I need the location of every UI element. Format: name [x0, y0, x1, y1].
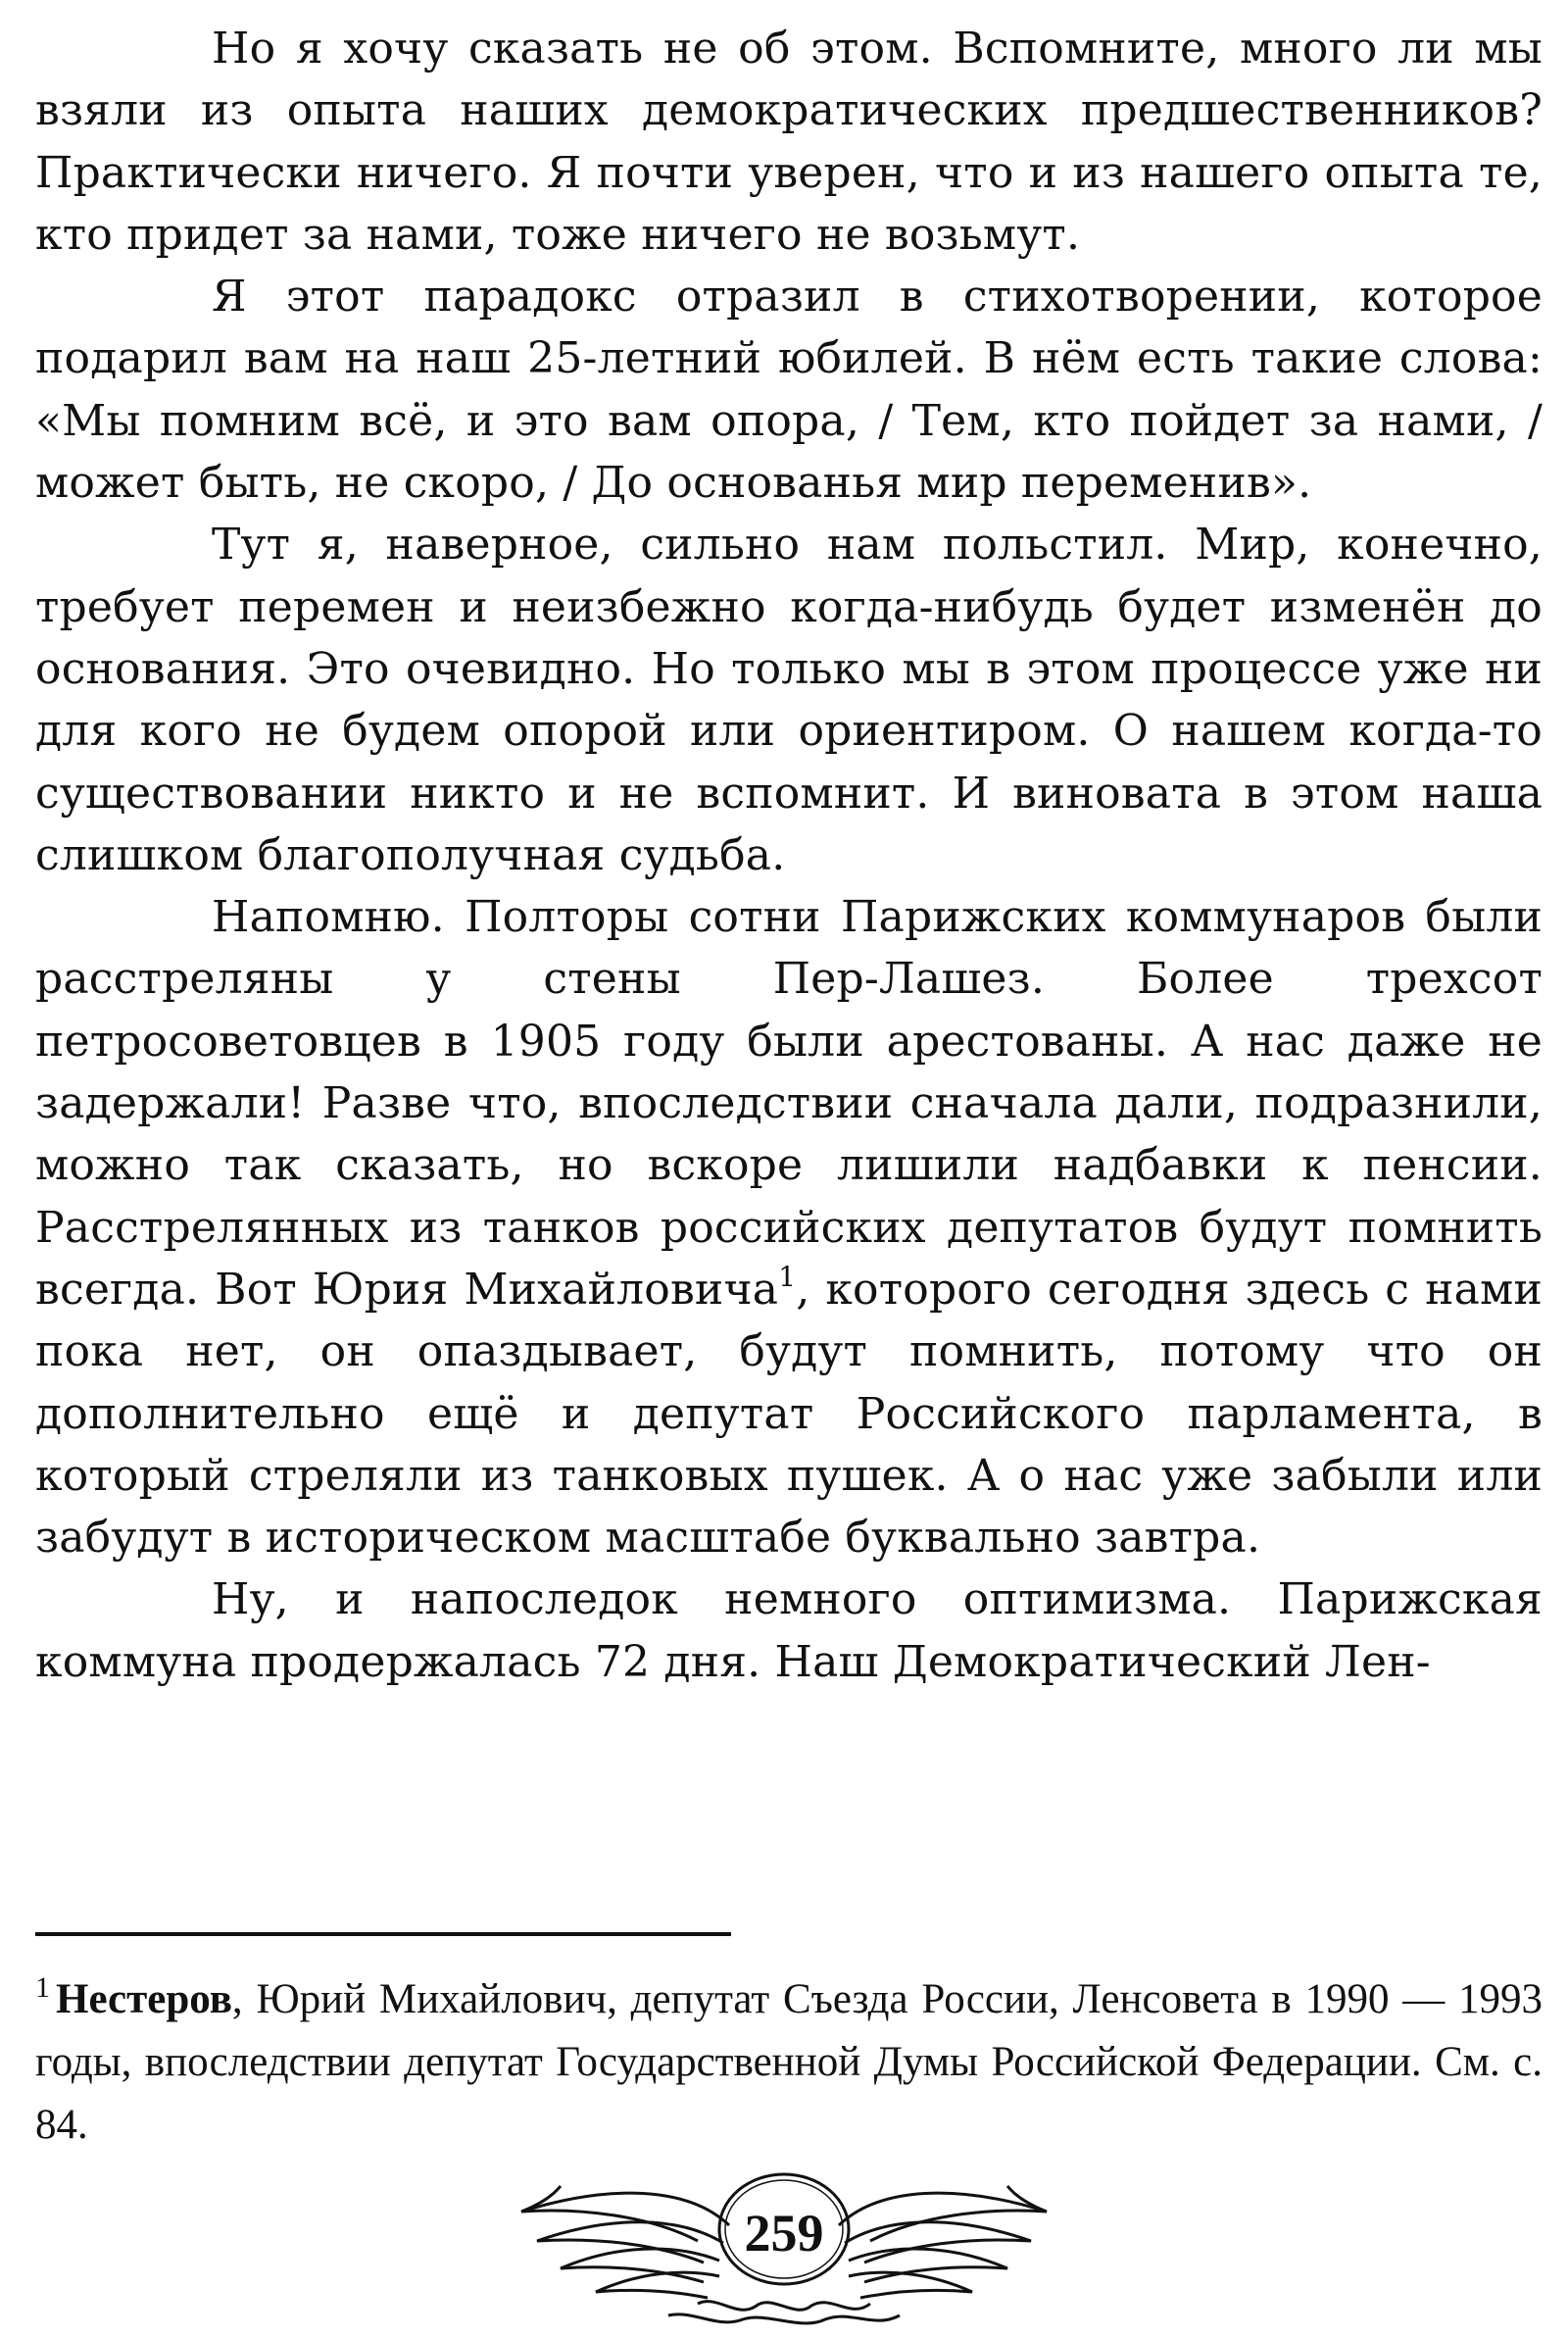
- footnote-reference[interactable]: 1: [778, 1260, 797, 1293]
- paragraph-4: [35, 886, 1543, 1568]
- page-number: 259: [744, 2204, 824, 2263]
- paragraph-4-text-end: , которого сегодня здесь с нами пока нет, он опаздывает, будут помнить, потому что он дополнительно ещё и депутат Российского парламента, в который стреляли из танковых пушек. А о нас уже забыли или забудут в историческом масштабе буквально завтра.: [35, 1264, 1543, 1564]
- footnote-number: 1: [35, 1971, 50, 2004]
- paragraph-2: Я этот парадокс отразил в стихотворении, которое подарил вам на наш 25-летний юбилей. В нём есть такие слова: «Мы помним всё, и это вам опора, / Тем, кто пойдет за нами, / может быть, не скоро, / До основанья мир переменив».: [35, 272, 1543, 509]
- footnote-name: Нестеров: [56, 1976, 232, 2022]
- paragraph-5: Ну, и напоследок немного оптимизма. Парижская коммуна продержалась 72 дня. Наш Демократический Лен-: [35, 1574, 1543, 1687]
- footnote-text: , Юрий Михайлович, депутат Съезда России, Ленсовета в 1990 — 1993 годы, впоследствии депутат Государственной Думы Российской Федерации. См. с. 84.: [35, 1976, 1543, 2148]
- paragraph-3: Тут я, наверное, сильно нам польстил. Мир, конечно, требует перемен и неизбежно когда-нибудь будет изменён до основания. Это очевидно. Но только мы в этом процессе уже ни для кого не будем опорой или ориентиром. О нашем когда-то существовании никто и не вспомнит. И виновата в этом наша слишком благополучная судьба.: [35, 520, 1543, 880]
- main-text: [35, 18, 1543, 1693]
- footnote: [35, 1957, 1543, 2157]
- paragraph-4-text-start: Напомню. Полторы сотни Парижских коммунаров были расстреляны у стены Пер-Лашез. Более трехсот петросоветовцев в 1905 году были арестованы. А нас даже не задержали! Разве что, впоследствии сначала дали, подразнили, можно так сказать, но вскоре лишили надбавки к пенсии. Расстрелянных из танков российских депутатов будут помнить всегда. Вот Юрия Михайловича: [35, 892, 1543, 1315]
- paragraph-1: Но я хочу сказать не об этом. Вспомните, много ли мы взяли из опыта наших демократических предшественников? Практически ничего. Я почти уверен, что и из нашего опыта те, кто придет за нами, тоже ничего не возьмут.: [35, 24, 1543, 260]
- footnote-divider: [35, 1932, 731, 1936]
